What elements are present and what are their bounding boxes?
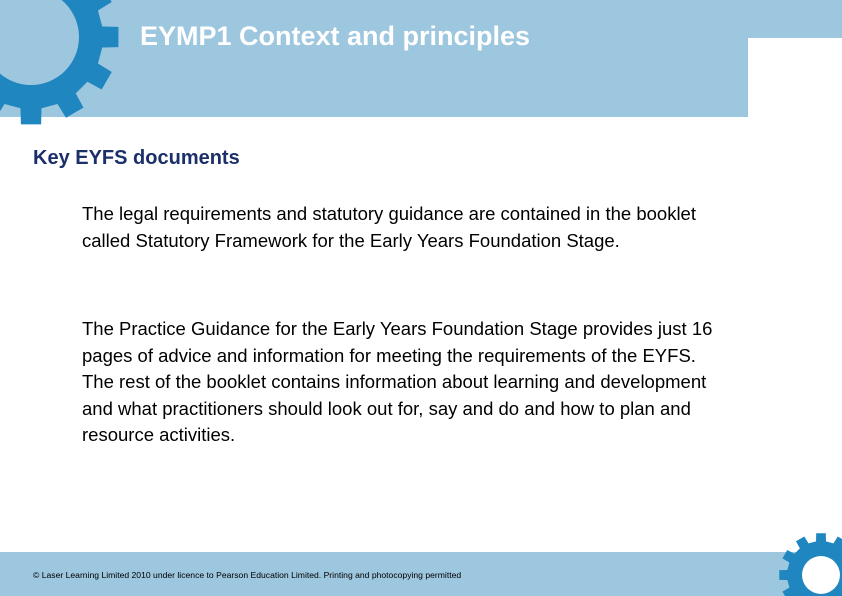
gear-hub bbox=[802, 556, 840, 594]
body-paragraph: The legal requirements and statutory guidance are contained in the booklet called Statutory Framework for the Early Years Foundation Stage. bbox=[82, 203, 696, 251]
header-accent-strip bbox=[748, 0, 842, 38]
section-heading: Key EYFS documents bbox=[33, 147, 240, 169]
gear-icon bbox=[778, 532, 842, 596]
footer-band bbox=[0, 552, 842, 596]
slide-title: EYMP1 Context and principles bbox=[140, 21, 531, 51]
gear-icon bbox=[0, 0, 120, 126]
body-paragraph: The Practice Guidance for the Early Years Foundation Stage provides just 16 pages of advice and information for meeting the requirements of the EYFS. The rest of the booklet contains information about learning and development and what practitioners should look out for, say and do and how to plan and resource activities. bbox=[82, 318, 713, 445]
copyright-notice: © Laser Learning Limited 2010 under licence to Pearson Education Limited. Printing and photocopying permitted bbox=[33, 570, 462, 580]
